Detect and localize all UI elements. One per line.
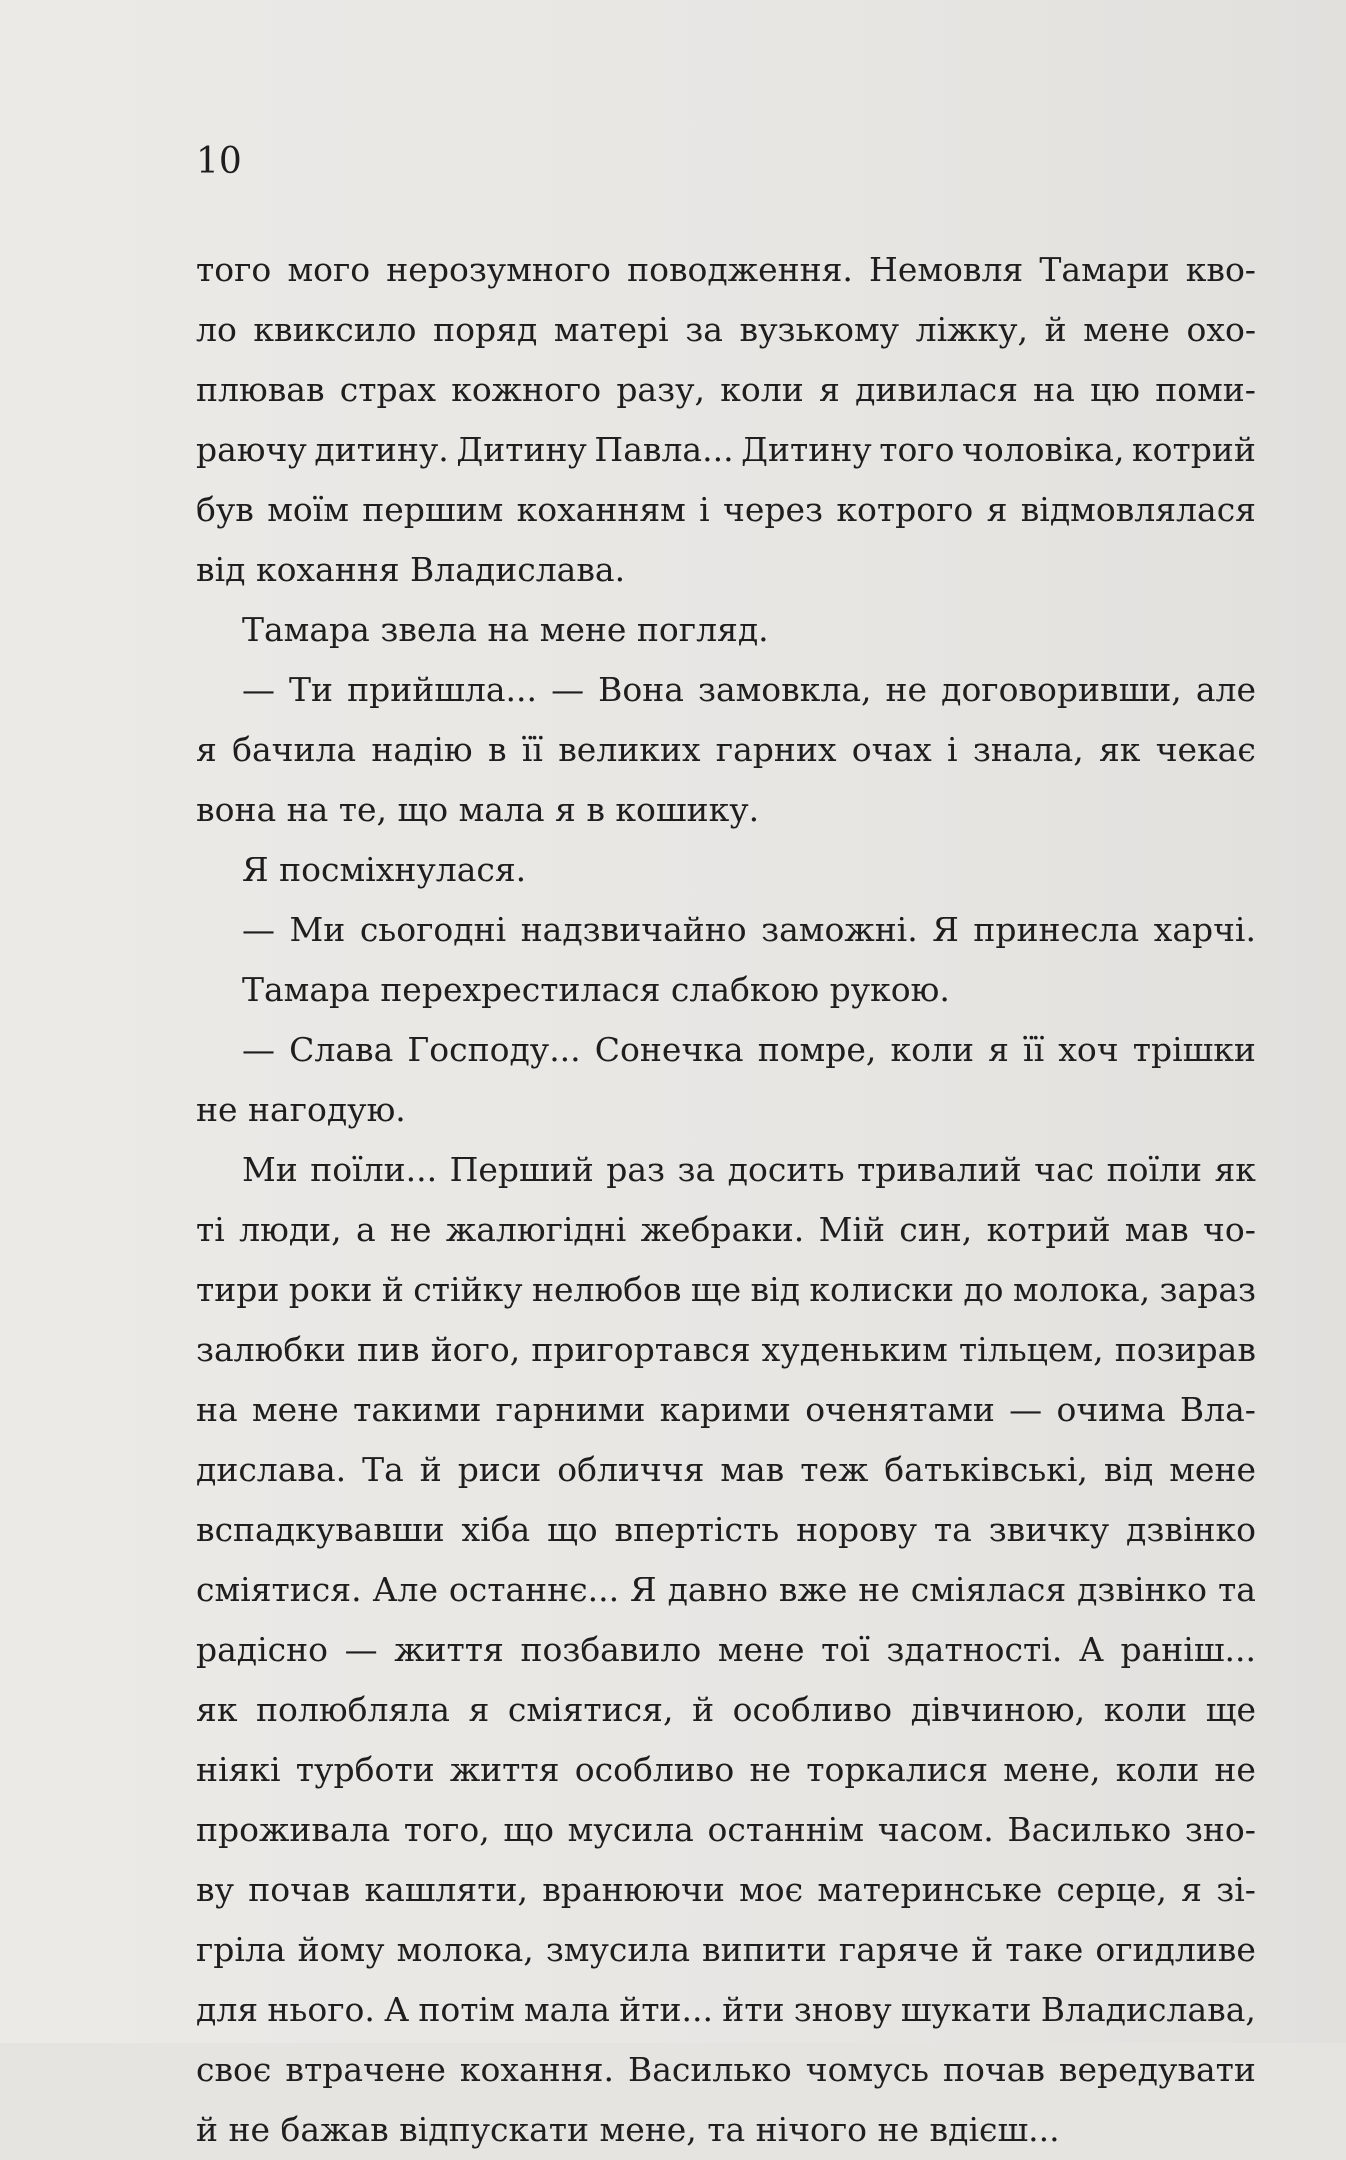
word: того [879,430,955,469]
word: йти [722,1990,785,2029]
word: від [1103,1450,1154,1489]
word: плював [196,370,325,409]
word: трішки [1132,1030,1256,1069]
word: сміятися. [196,1570,362,1609]
word: кво- [1185,250,1256,289]
word: пив [356,1330,420,1369]
word: дислава. [196,1450,347,1489]
text-line [196,540,1256,600]
word: — [242,910,275,949]
word: поми- [1155,370,1256,409]
word: мене [1169,1450,1256,1489]
text-line [196,2100,1256,2160]
word: життя [394,1630,504,1669]
word: давно [667,1570,769,1609]
word: поїли... [310,1150,438,1189]
word: хіба [461,1510,531,1549]
word: очах [851,730,932,769]
word: Василько [627,2050,792,2089]
word: ще [1205,1690,1256,1729]
word: особливо [732,1690,893,1729]
word: А [384,1990,410,2029]
word: знала, [972,730,1084,769]
word: його, [430,1330,521,1369]
word: вузькому [739,310,900,349]
word: тири [196,1270,280,1309]
text-line [196,1620,1256,1680]
text-line [196,1080,1256,1140]
word: Павла... [594,430,734,469]
word: нелюбов [531,1270,682,1309]
word: молока, [1012,1270,1151,1309]
word: серце, [1056,1870,1167,1909]
text-line [196,960,1256,1020]
text-line [196,360,1256,420]
word: стійку [413,1270,523,1309]
word: котрий [986,1210,1111,1249]
word: змусила [545,1930,691,1969]
word: радісно [196,1630,329,1669]
word: торкалися [806,1750,989,1789]
word: сміятися, [507,1690,674,1729]
word: першим [362,490,504,529]
word: не [749,1750,791,1789]
text-line [196,1800,1256,1860]
word: в [487,730,507,769]
word: моє [739,1870,804,1909]
text-line [196,1020,1256,1080]
word: для [196,1990,259,2029]
word: молока, [396,1930,534,1969]
text-line [196,1260,1256,1320]
text-line [196,2040,1256,2100]
word: мав [720,1450,785,1489]
word: позирав [1114,1330,1256,1369]
word: мусила [567,1810,694,1849]
word: та [933,1510,972,1549]
word: раніш... [1120,1630,1256,1669]
word: материнське [817,1870,1043,1909]
word: знову [793,1990,892,2029]
word: — [1009,1390,1043,1429]
word: помре, [757,1030,877,1069]
word: дівчиною, [910,1690,1086,1729]
word: великих [558,730,701,769]
body-text [196,240,1256,2160]
word: Але [372,1570,438,1609]
text-line-content: Тамара звела на мене погляд. [242,610,769,649]
word: теж [800,1450,869,1489]
word: за [677,1150,716,1189]
word: харчі. [1153,910,1256,949]
word: норову [796,1510,917,1549]
word: хоч [1058,1030,1119,1069]
text-line [196,780,1256,840]
text-line-content: вона на те, що мала я в кошику. [196,790,760,829]
word: того [196,250,272,289]
word: ву [196,1870,234,1909]
word: час [1034,1150,1095,1189]
word: чо- [1203,1210,1256,1249]
word: і [947,730,958,769]
word: коли [720,370,804,409]
word: від [750,1270,800,1309]
word: кожного [451,370,602,409]
word: прийшла... [347,670,538,709]
word: таке [1005,1930,1084,1969]
word: Немовля [869,250,1024,289]
word: Вона [598,670,684,709]
word: охо- [1186,310,1256,349]
word: коли [890,1030,974,1069]
word: коли [1115,1750,1200,1789]
word: гарних [715,730,837,769]
word: того, [403,1810,490,1849]
word: випити [702,1930,827,1969]
word: карими [659,1390,791,1429]
text-line [196,1440,1256,1500]
word: втрачене [285,2050,446,2089]
word: раз [606,1150,666,1189]
word: йому [297,1930,385,1969]
word: був [196,490,254,529]
word: вже [778,1570,848,1609]
word: й [381,1270,404,1309]
word: останнім [707,1810,865,1849]
word: чоловіка, [962,430,1125,469]
word: гріла [196,1930,286,1969]
word: що [503,1810,554,1849]
word: дзвінко [1126,1510,1256,1549]
word: тої [821,1630,870,1669]
word: матері [553,310,669,349]
word: здатності. [886,1630,1063,1669]
word: чекає [1155,730,1256,769]
word: своє [196,2050,272,2089]
word: поводження. [627,250,853,289]
word: дивилася [855,370,1018,409]
text-line-content: від кохання Владислава. [196,550,626,589]
word: цю [1090,370,1141,409]
text-line [196,420,1256,480]
word: батьківські, [884,1450,1088,1489]
word: досить [727,1150,845,1189]
word: — [242,670,275,709]
word: звичку [988,1510,1110,1549]
word: тільцем, [958,1330,1104,1369]
word: Сонечка [594,1030,744,1069]
word: люди, [239,1210,342,1249]
text-line [196,1200,1256,1260]
word: очима [1056,1390,1166,1429]
word: проживала [196,1810,391,1849]
word: поїли [1106,1150,1202,1189]
word: ті [196,1210,225,1249]
word: мого [287,250,371,289]
word: Дитину [456,430,587,469]
word: та [1217,1570,1256,1609]
word: її [521,730,543,769]
word: на [1033,370,1075,409]
word: Владислава, [1040,1990,1256,2029]
word: почав [248,1870,351,1909]
text-line [196,840,1256,900]
word: котрий [1132,430,1256,469]
text-line [196,300,1256,360]
word: й [971,1930,994,1969]
word: дзвінко [1077,1570,1208,1609]
word: коханням [516,490,686,529]
word: коли [1103,1690,1188,1729]
word: риси [457,1450,542,1489]
word: ліжку, [915,310,1029,349]
word: Дитину [741,430,872,469]
word: надію [371,730,473,769]
word: Та [362,1450,404,1489]
word: кохання. [459,2050,614,2089]
word: заможні. [761,910,918,949]
word: на [196,1390,238,1429]
word: але [1195,670,1256,709]
word: Ми [242,1150,298,1189]
word: я [988,1030,1009,1069]
word: ло [196,310,237,349]
word: як [1098,730,1141,769]
word: Ти [289,670,334,709]
word: не [885,670,928,709]
text-line [196,1920,1256,1980]
word: особливо [574,1750,735,1789]
word: жалюгідні [445,1210,627,1249]
text-line [196,1860,1256,1920]
word: часом. [877,1810,994,1849]
word: Тамари [1039,250,1170,289]
word: позбавило [520,1630,702,1669]
word: і [699,490,710,529]
word: такими [353,1390,482,1429]
word: Ми [289,910,346,949]
word: пригортався [531,1330,751,1369]
text-line-content: й не бажав відпускати мене, та нічого не вдієш... [196,2110,1060,2149]
text-line [196,1380,1256,1440]
word: за [685,310,723,349]
word: останнє... [448,1570,620,1609]
word: Господу... [407,1030,581,1069]
word: як [196,1690,238,1729]
text-line [196,1980,1256,2040]
word: мене, [1003,1750,1101,1789]
word: тривалий [857,1150,1022,1189]
word: бачила [232,730,357,769]
word: разу, [616,370,706,409]
word: а [355,1210,376,1249]
text-line [196,1680,1256,1740]
word: дитину. [314,430,449,469]
text-line [196,1140,1256,1200]
word: життя [449,1750,560,1789]
word: надзвичайно [520,910,747,949]
word: й [1044,310,1067,349]
word: страх [339,370,436,409]
word: зараз [1159,1270,1256,1309]
word: Мій [818,1210,885,1249]
text-line [196,1560,1256,1620]
text-line-content: не нагодую. [196,1090,406,1129]
word: вспадкувавши [196,1510,445,1549]
word: ще [690,1270,742,1309]
word: оченятами [805,1390,995,1429]
word: не [389,1210,432,1249]
word: мене [252,1390,339,1429]
word: зі- [1216,1870,1256,1909]
word: зно- [1184,1810,1256,1849]
word: Вла- [1179,1390,1256,1429]
word: як [1214,1150,1256,1189]
word: вередувати [1058,2050,1256,2089]
word: відмовлялася [1020,490,1256,529]
word: я [468,1690,490,1729]
word: моїм [267,490,349,529]
text-line [196,240,1256,300]
word: полюбляла [256,1690,450,1729]
word: мене [1083,310,1170,349]
word: я [196,730,217,769]
word: — [242,1030,275,1069]
word: гарними [495,1390,646,1429]
word: — [551,670,585,709]
word: чомусь [805,2050,929,2089]
word: поряд [433,310,538,349]
word: не [858,1570,900,1609]
text-line [196,480,1256,540]
text-line [196,1500,1256,1560]
word: роки [288,1270,373,1309]
page-number: 10 [196,141,242,182]
word: раючу [196,430,307,469]
text-line [196,1740,1256,1800]
word: почав [942,2050,1045,2089]
text-line [196,660,1256,720]
text-line [196,900,1256,960]
word: мав [1124,1210,1189,1249]
word: вранюючи [542,1870,725,1909]
word: квиксило [253,310,417,349]
word: я [1181,1870,1202,1909]
word: Василько [1007,1810,1172,1849]
text-line [196,1320,1256,1380]
word: мене [717,1630,805,1669]
word: й [692,1690,715,1729]
word: Я [630,1570,657,1609]
word: гаряче [838,1930,960,1969]
word: нерозумного [386,250,611,289]
word: шукати [900,1990,1032,2029]
text-line [196,600,1256,660]
word: обличчя [557,1450,705,1489]
word: А [1078,1630,1104,1669]
text-line [196,720,1256,780]
text-line-content: Тамара перехрестилася слабкою рукою. [242,970,950,1009]
word: потім [418,1990,515,2029]
word: я [818,370,840,409]
word: принесла [973,910,1140,949]
word: худеньким [761,1330,948,1369]
word: Перший [449,1150,594,1189]
word: й [419,1450,442,1489]
word: ніякі [196,1750,281,1789]
word: впертість [614,1510,780,1549]
word: її [1023,1030,1045,1069]
word: договоривши, [941,670,1182,709]
word: сміялася [910,1570,1067,1609]
word: колиски [809,1270,954,1309]
word: я [986,490,1008,529]
word: котрого [836,490,974,529]
word: жебраки. [640,1210,805,1249]
word: не [1214,1750,1256,1789]
word: огидливе [1095,1930,1256,1969]
word: що [547,1510,598,1549]
word: йти... [619,1990,713,2029]
word: Слава [289,1030,394,1069]
word: Я [932,910,959,949]
word: кашляти, [364,1870,528,1909]
word: залюбки [196,1330,346,1369]
word: замовкла, [697,670,872,709]
word: — [344,1630,378,1669]
word: син, [899,1210,973,1249]
word: через [723,490,824,529]
text-line-content: Я посміхнулася. [242,850,527,889]
word: до [963,1270,1004,1309]
word: турботи [295,1750,435,1789]
word: нього. [267,1990,375,2029]
word: мала [524,1990,610,2029]
word: сьогодні [359,910,507,949]
